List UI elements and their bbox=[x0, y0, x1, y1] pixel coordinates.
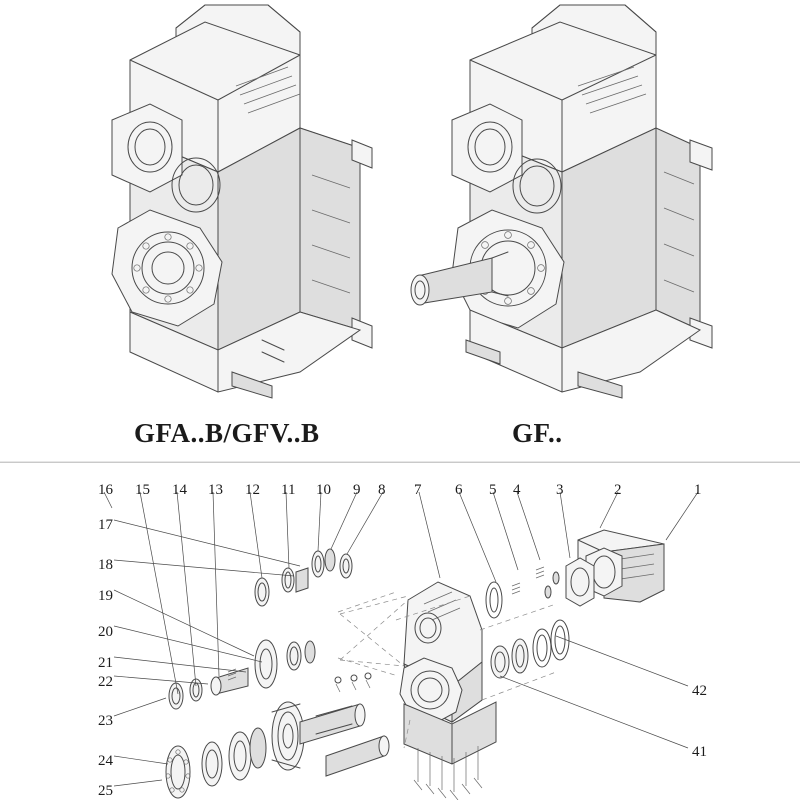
callout-number: 10 bbox=[316, 482, 331, 498]
callout-number: 41 bbox=[692, 744, 707, 760]
callout-number: 9 bbox=[353, 482, 361, 498]
callout-number: 14 bbox=[172, 482, 187, 498]
callout-number: 16 bbox=[98, 482, 113, 498]
callout-number: 3 bbox=[556, 482, 564, 498]
callout-number: 22 bbox=[98, 674, 113, 690]
callout-number: 24 bbox=[98, 753, 113, 769]
callout-number: 21 bbox=[98, 655, 113, 671]
gearbox-left-drawing bbox=[112, 5, 372, 398]
callout-number: 42 bbox=[692, 683, 707, 699]
section-divider bbox=[0, 462, 800, 463]
callout-number: 4 bbox=[513, 482, 521, 498]
caption-gfa-b-gfv-b: GFA..B/GFV..B bbox=[134, 418, 320, 448]
caption-gf: GF.. bbox=[512, 418, 563, 448]
callout-number: 5 bbox=[489, 482, 497, 498]
callout-number: 25 bbox=[98, 783, 113, 799]
gearbox-right-drawing bbox=[411, 5, 712, 398]
callout-number: 17 bbox=[98, 517, 113, 533]
callout-number: 13 bbox=[208, 482, 223, 498]
callout-number: 19 bbox=[98, 588, 113, 604]
callout-number: 20 bbox=[98, 624, 113, 640]
callout-number: 12 bbox=[245, 482, 260, 498]
exploded-assembly-drawing bbox=[104, 492, 698, 800]
callout-number: 23 bbox=[98, 713, 113, 729]
callout-number: 7 bbox=[414, 482, 422, 498]
callout-number: 2 bbox=[614, 482, 622, 498]
callout-number: 8 bbox=[378, 482, 386, 498]
callout-number: 11 bbox=[281, 482, 296, 498]
callout-number: 1 bbox=[694, 482, 702, 498]
callout-number: 6 bbox=[455, 482, 463, 498]
callout-number: 15 bbox=[135, 482, 150, 498]
callout-number: 18 bbox=[98, 557, 113, 573]
